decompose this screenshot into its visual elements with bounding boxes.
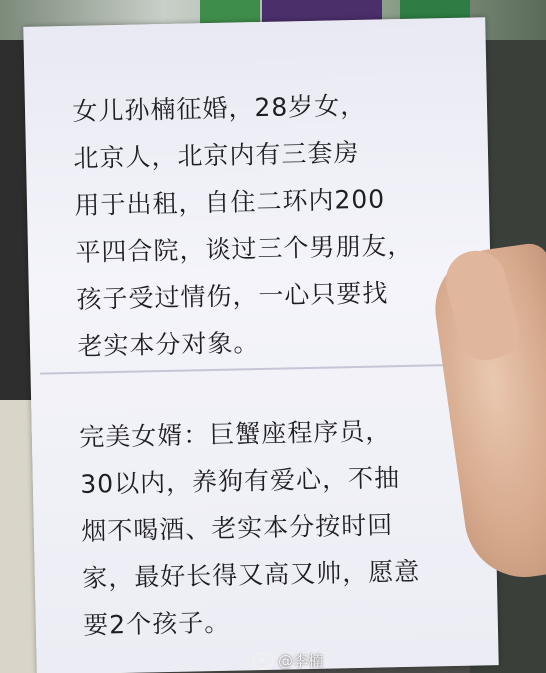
notice-line: 孩子受过情伤，一心只要找 — [76, 278, 389, 314]
notice-line: 完美女婿：巨蟹座程序员， — [79, 416, 392, 452]
notice-line: 北京人，北京内有三套房 — [73, 137, 360, 173]
weibo-watermark — [252, 650, 323, 671]
notice-line: 烟不喝酒、老实本分按时回 — [80, 510, 394, 546]
weibo-icon — [252, 652, 274, 670]
notice-line: 老实本分对象。 — [77, 328, 260, 361]
notice-line: 30以内，养狗有爱心，不抽 — [80, 463, 401, 499]
notice-line: 用于出租，自住二环内200 — [74, 184, 386, 220]
notice-line: 家，最好长得又高又帅，愿意 — [81, 556, 421, 593]
notice-line: 女儿孙楠征婚，28岁女， — [72, 90, 367, 126]
notice-line: 平四合院，谈过三个男朋友， — [75, 230, 414, 267]
notice-text — [72, 80, 484, 649]
notice-line: 要2个孩子。 — [82, 607, 231, 640]
watermark-text: @李楠 — [278, 652, 324, 670]
